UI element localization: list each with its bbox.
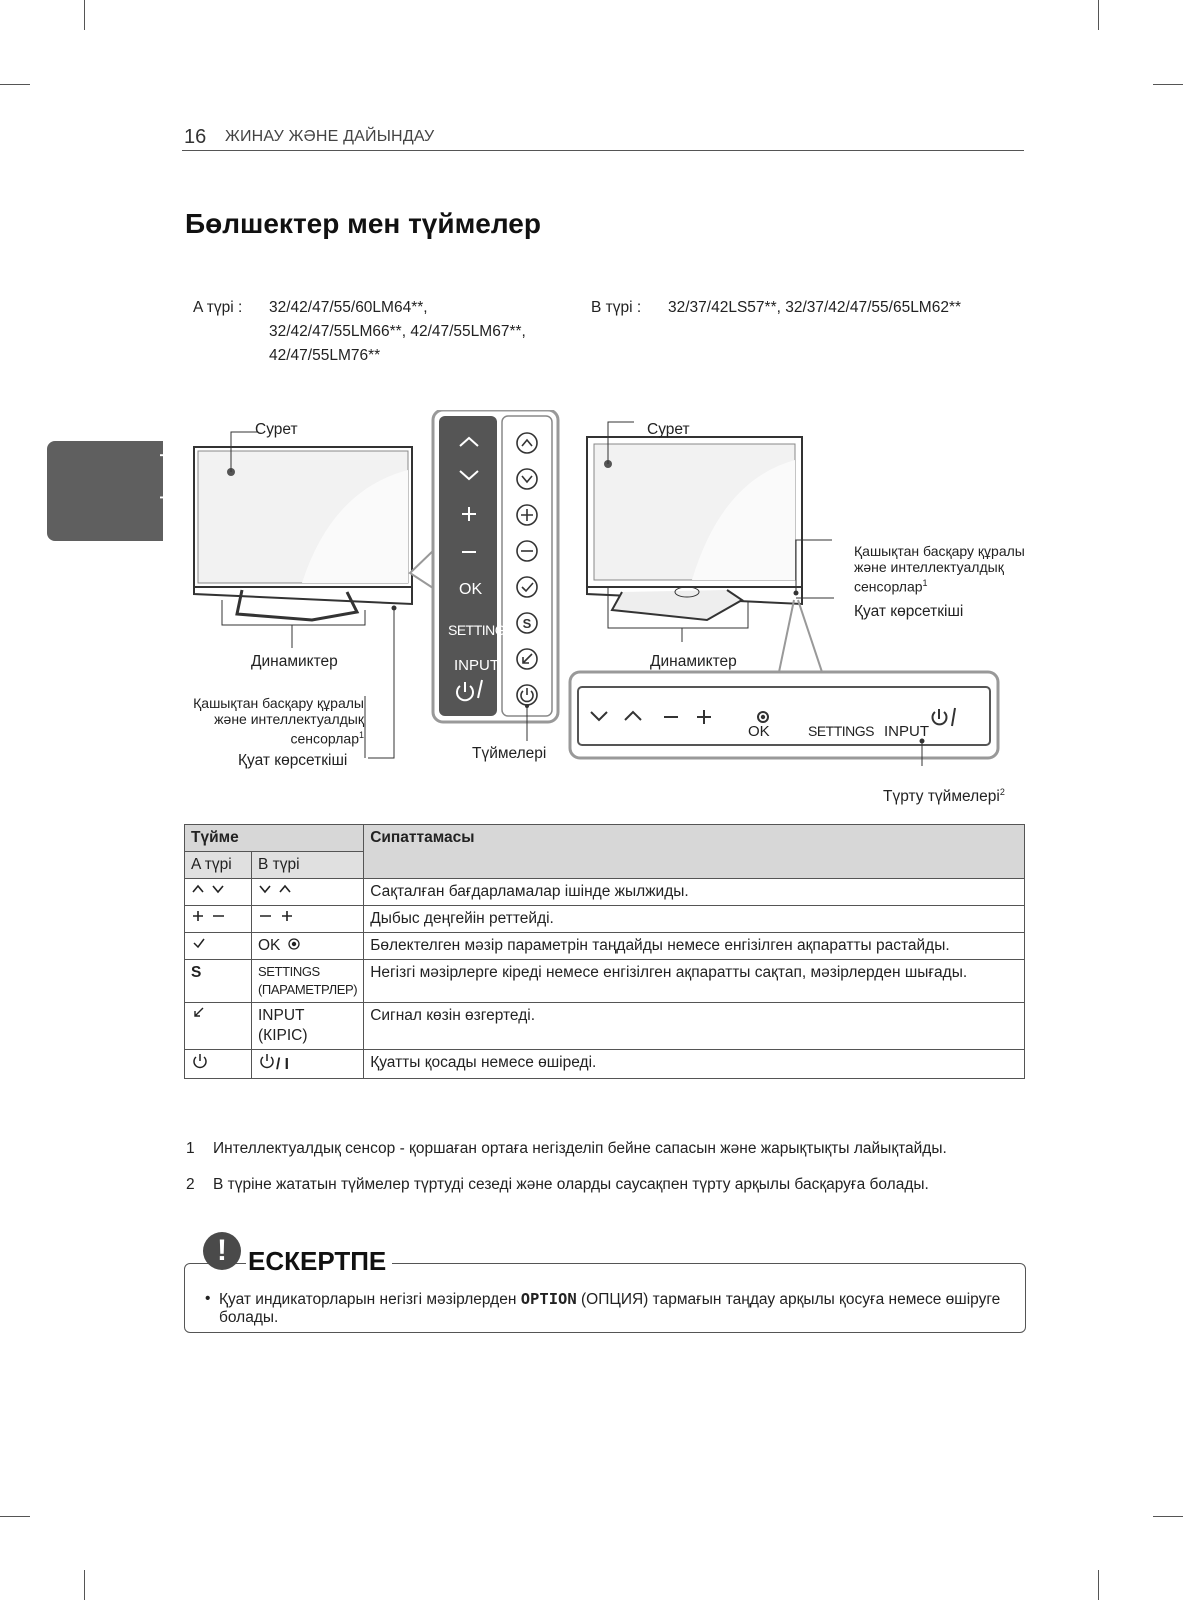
model-a-line: 32/42/47/55/60LM64**, [269, 299, 428, 316]
row-desc: Қуатты қосады немесе өшіреді. [364, 1050, 1025, 1079]
model-b-list [668, 296, 961, 320]
table-subheader-a: A түрі [185, 852, 252, 879]
row-b: OK [252, 933, 364, 960]
model-a-line: 32/42/47/55LM66**, 42/47/55LM67**, [269, 323, 526, 340]
minus-plus-icon [252, 906, 364, 933]
model-b-line: 32/37/42LS57**, 32/37/42/47/55/65LM62** [668, 299, 962, 316]
footnote-number: 2 [186, 1176, 195, 1193]
row-a: S [185, 960, 252, 1003]
crop-mark [84, 0, 85, 30]
table-row [185, 960, 1025, 1003]
table-header-button: Түйме [185, 825, 364, 852]
note-title: ЕСКЕРТПЕ [246, 1246, 392, 1277]
chevrons-icon [185, 879, 252, 906]
crop-mark [1153, 1516, 1183, 1517]
header-rule [182, 150, 1024, 151]
row-desc: Бөлектелген мәзір параметрін таңдайды немесе енгізілген ақпаратты растайды. [364, 933, 1025, 960]
buttons-table [184, 824, 1025, 1079]
row-desc: Дыбыс деңгейін реттейді. [364, 906, 1025, 933]
plus-minus-icon [185, 906, 252, 933]
row-b: INPUT (КІРІС) [252, 1003, 364, 1050]
footnote-number: 1 [186, 1140, 195, 1157]
label-speakers-a: Динамиктер [251, 653, 338, 670]
label-speakers-b: Динамиктер [650, 653, 737, 670]
crop-mark [1098, 1570, 1099, 1600]
crop-mark [0, 84, 30, 85]
table-row [185, 879, 1025, 906]
power-icon [258, 1053, 276, 1069]
crop-mark [84, 1570, 85, 1600]
label-power-indicator-a: Қуат көрсеткіші [238, 752, 348, 769]
panel-settings-label: SETTINGS [448, 622, 515, 638]
label-buttons: Түймелері [472, 745, 547, 762]
exclamation-icon: ! [203, 1232, 241, 1270]
chevrons-icon [252, 879, 364, 906]
label-remote-sensor-b: Қашықтан басқару құралы және интеллектуалдық сенсорлар$^1$ [854, 543, 1025, 595]
panel-ok-label: OK [459, 581, 483, 598]
strip-ok-label: OK [748, 723, 770, 740]
row-desc: Негізгі мәзірлерге кіреді немесе енгізілген ақпаратты сақтап, мәзірлерден шығады. [364, 960, 1025, 1003]
crop-mark [1153, 84, 1183, 85]
check-icon [185, 933, 252, 960]
model-b-label: B түрі : [591, 299, 642, 316]
input-icon [185, 1003, 252, 1050]
table-row [185, 1003, 1025, 1050]
label-remote-sensor-a: Қашықтан басқару құралы және интеллектуалдық сенсорлар$^1$ [193, 695, 364, 747]
table-header-row [185, 825, 1025, 852]
model-a-label: A түрі : [193, 299, 243, 316]
label-power-indicator-b: Қуат көрсеткіші [854, 603, 964, 620]
row-desc: Сигнал көзін өзгертеді. [364, 1003, 1025, 1050]
section-title: ЖИНАУ ЖӘНЕ ДАЙЫНДАУ [225, 128, 435, 145]
table-header-description: Сипаттамасы [364, 825, 1025, 879]
table-row [185, 933, 1025, 960]
model-a-list [269, 296, 526, 368]
row-b: SETTINGS (ПАРАМЕТРЛЕР) [252, 960, 364, 1003]
crop-mark [1098, 0, 1099, 30]
power-icon [185, 1050, 252, 1079]
svg-text:S: S [522, 616, 532, 631]
model-a-line: 42/47/55LM76** [269, 347, 381, 364]
strip-input-label: INPUT [884, 723, 929, 740]
table-row [185, 1050, 1025, 1079]
label-touch-buttons: Түрту түймелері$^2$ [883, 787, 1005, 806]
ok-dot-icon [285, 938, 301, 950]
crop-mark [0, 1516, 30, 1517]
footnote-text: Интеллектуалдық сенсор - қоршаған ортаға негізделіп бейне сапасын және жарықтықты лайықтайды. [213, 1140, 947, 1157]
table-subheader-b: B түрі [252, 852, 364, 879]
strip-settings-label: SETTINGS [808, 723, 875, 739]
label-screen-b: Сурет [647, 421, 690, 438]
language-tab-label: ҚАЗАҚША [159, 447, 176, 526]
note-text: • Қуат индикаторларын негізгі мәзірлерден OPTION (ОПЦИЯ) тармағын таңдау арқылы қосуға немесе өшіруге болады. [205, 1290, 1001, 1326]
table-row [185, 906, 1025, 933]
page-number: 16 [184, 126, 207, 148]
page-title: Бөлшектер мен түймелер [185, 208, 541, 239]
button-panel [410, 410, 558, 741]
footnote-text: B түріне жататын түймелер түртуді сезеді және оларды саусақпен түрту арқылы басқаруға болады. [213, 1176, 929, 1193]
label-screen-a: Сурет [255, 421, 298, 438]
panel-input-label: INPUT [454, 657, 499, 674]
language-tab [47, 441, 176, 541]
row-b: / I [252, 1050, 364, 1079]
row-desc: Сақталған бағдарламалар ішінде жылжиды. [364, 879, 1025, 906]
